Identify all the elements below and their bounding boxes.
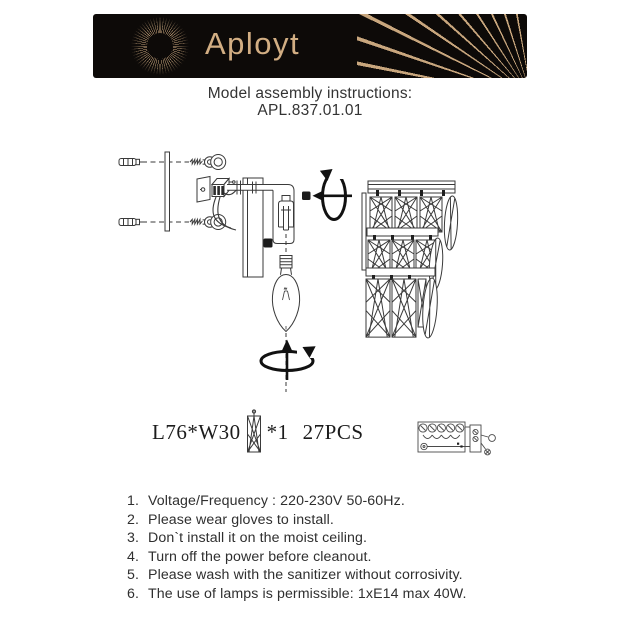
set-screw-icon xyxy=(264,239,273,248)
candle-bulb-icon xyxy=(272,256,299,332)
ring-terminal xyxy=(489,435,496,442)
mounting-plate-icon xyxy=(165,152,170,231)
instruction-text: Don`t install it on the moist ceiling. xyxy=(148,530,368,547)
instruction-item xyxy=(121,529,467,548)
instruction-number: 1. xyxy=(126,493,139,509)
brand-banner xyxy=(93,14,527,78)
bulb-rotation-arrow xyxy=(261,340,321,381)
junction-box-icon xyxy=(197,177,210,203)
page-title: Model assembly instructions: xyxy=(207,85,413,102)
instruction-list xyxy=(121,492,467,604)
instruction-number: 3. xyxy=(126,530,139,547)
instruction-number: 4. xyxy=(126,548,139,565)
instruction-item xyxy=(121,511,467,530)
starburst-logo-icon xyxy=(131,17,189,75)
parts-spec-line xyxy=(152,408,364,456)
instruction-text: Please wear gloves to install. xyxy=(148,511,334,528)
terminal-block-diagram xyxy=(415,411,505,468)
instruction-number: 5. xyxy=(126,567,139,584)
rotation-arrow-horizontal-axis xyxy=(317,165,346,220)
part-count: 27PCS xyxy=(302,419,364,444)
crystal-plate-icon xyxy=(243,409,265,455)
instruction-item xyxy=(121,492,467,511)
instruction-item xyxy=(121,566,467,585)
instruction-text: Please wash with the sanitizer without corrosivity. xyxy=(148,567,463,584)
instruction-number: 6. xyxy=(126,585,139,602)
model-code: APL.837.01.01 xyxy=(257,102,363,119)
part-dimensions: L76*W30 xyxy=(152,419,241,444)
crystal-shade-icon xyxy=(362,181,459,338)
instruction-item xyxy=(121,548,467,567)
instruction-text: Turn off the power before cleanout. xyxy=(148,548,372,565)
crystal-side-plate xyxy=(443,196,459,251)
assembly-diagram xyxy=(100,140,480,395)
instruction-number: 2. xyxy=(126,511,139,528)
instruction-text: Voltage/Frequency : 220-230V 50-60Hz. xyxy=(148,493,405,509)
set-screw-loose-icon xyxy=(302,192,311,201)
instruction-item xyxy=(121,585,467,604)
wall-anchor-icon xyxy=(119,159,142,226)
brand-name: Aployt xyxy=(205,26,301,62)
banner-rays-decoration xyxy=(357,14,527,78)
instruction-text: The use of lamps is permissible: 1xE14 max 40W. xyxy=(148,585,467,602)
part-multiplier: *1 xyxy=(266,419,289,444)
